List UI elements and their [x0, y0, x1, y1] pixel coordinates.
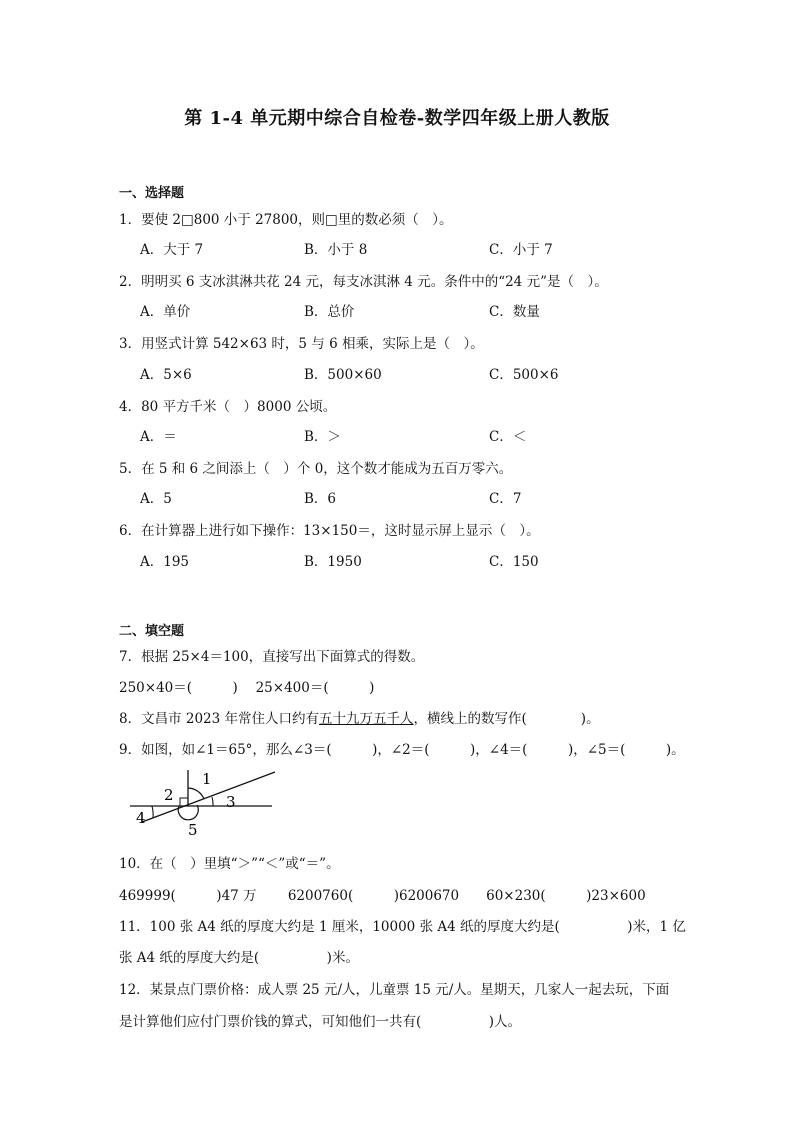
question-10-blanks: 469999( )47 万 6200760( )6200670 60×230( )23×600 — [119, 888, 646, 904]
question-4-option-c: C．＜ — [489, 429, 527, 445]
question-12-line-1: 12．某景点门票价格：成人票 25 元/人，儿童票 15 元/人。星期天，几家人一起去玩，下面 — [119, 982, 670, 998]
question-1-stem: 1．要使 2□800 小于 27800，则□里的数必须（ ）。 — [119, 212, 453, 228]
question-4-option-a: A．＝ — [140, 429, 177, 445]
question-6-stem: 6．在计算器上进行如下操作：13×150＝，这时显示屏上显示（ ）。 — [119, 523, 540, 539]
question-1-option-a: A．大于 7 — [140, 242, 204, 258]
question-2-option-c: C．数量 — [489, 304, 540, 320]
question-8-suffix: ，横线上的数写作( )。 — [413, 711, 600, 727]
question-9-stem: 9．如图，如∠1＝65°，那么∠3＝( )，∠2＝( )，∠4＝( )，∠5＝( )。 — [119, 742, 685, 758]
question-3-option-a: A．5×6 — [140, 367, 192, 383]
question-1-option-c: C．小于 7 — [489, 242, 553, 258]
angle-3-arc — [212, 797, 213, 806]
question-6-option-b: B．1950 — [304, 554, 362, 570]
question-3-option-b: B．500×60 — [304, 367, 382, 383]
question-12-line-2: 是计算他们应付门票价钱的算式，可知他们一共有( )人。 — [119, 1014, 522, 1030]
question-8-prefix: 8．文昌市 2023 年常住人口约有 — [119, 711, 320, 727]
angle-label-2: 2 — [164, 786, 174, 804]
section-heading-fill: 二、填空题 — [119, 624, 185, 639]
question-8 — [119, 707, 600, 727]
question-6-option-a: A．195 — [140, 554, 190, 570]
angle-label-3: 3 — [226, 793, 236, 811]
angle-figure — [128, 766, 280, 838]
question-2-option-a: A．单价 — [140, 304, 191, 320]
question-7-blanks: 250×40＝( ) 25×400＝( ) — [119, 680, 375, 696]
page-title: 第 1-4 单元期中综合自检卷-数学四年级上册人教版 — [184, 108, 610, 129]
question-5-option-c: C．7 — [489, 491, 522, 507]
angle-label-5: 5 — [188, 821, 198, 838]
question-8-underlined: 五十九万五千人 — [319, 711, 414, 727]
question-5-stem: 5．在 5 和 6 之间添上（ ）个 0，这个数才能成为五百万零六。 — [119, 461, 513, 477]
angle-4-arc — [152, 806, 153, 818]
question-11-line-1: 11．100 张 A4 纸的厚度大约是 1 厘米，10000 张 A4 纸的厚度大约是( )米，1 亿 — [119, 919, 686, 935]
question-11-line-2: 张 A4 纸的厚度大约是( )米。 — [119, 950, 359, 966]
question-4-option-b: B．＞ — [304, 429, 341, 445]
question-7-stem: 7．根据 25×4＝100，直接写出下面算式的得数。 — [119, 649, 425, 665]
question-2-stem: 2．明明买 6 支冰淇淋共花 24 元，每支冰淇淋 4 元。条件中的“24 元”是（ ）。 — [119, 274, 608, 290]
question-3-option-c: C．500×6 — [489, 367, 559, 383]
question-1-option-b: B．小于 8 — [304, 242, 368, 258]
angle-label-4: 4 — [136, 809, 146, 827]
section-heading-choice: 一、选择题 — [119, 186, 185, 201]
angle-1-arc — [188, 788, 204, 799]
question-4-stem: 4．80 平方千米（ ）8000 公顷。 — [119, 399, 337, 415]
question-2-option-b: B．总价 — [304, 304, 355, 320]
angle-label-1: 1 — [202, 770, 212, 788]
question-10-stem: 10．在（ ）里填“＞”“＜”或“＝”。 — [119, 856, 340, 872]
question-6-option-c: C．150 — [489, 554, 539, 570]
question-5-option-b: B．6 — [304, 491, 337, 507]
question-5-option-a: A．5 — [140, 491, 172, 507]
question-3-stem: 3．用竖式计算 542×63 时，5 与 6 相乘，实际上是（ ）。 — [119, 336, 484, 352]
